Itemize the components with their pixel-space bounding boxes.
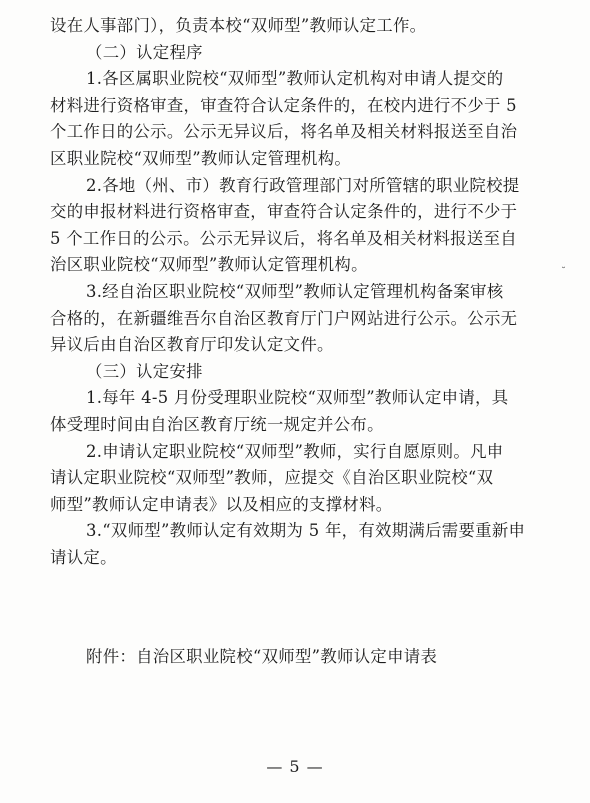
text-line: 交的申报材料进行资格审查，审查符合认定条件的，进行不少于 xyxy=(50,202,518,222)
section-heading: （二）认定程序 xyxy=(86,42,203,62)
page-number: — 5 — xyxy=(266,757,324,776)
text-line: 合格的，在新疆维吾尔自治区教育厅门户网站进行公示。公示无 xyxy=(50,308,518,328)
document-body xyxy=(50,13,540,571)
section-heading: （三）认定安排 xyxy=(86,361,203,381)
text-line: 3.经自治区职业院校“双师型”教师认定管理机构备案审核 xyxy=(86,281,504,301)
text-line: 3.“双师型”教师认定有效期为 5 年，有效期满后需要重新申 xyxy=(86,521,526,541)
text-line: 体受理时间由自治区教育厅统一规定并公布。 xyxy=(50,414,384,434)
text-line: 请认定职业院校“双师型”教师，应提交《自治区职业院校“双 xyxy=(50,468,494,488)
attachment-note: 附件：自治区职业院校“双师型”教师认定申请表 xyxy=(86,647,438,666)
scan-speck-mark: ˘ xyxy=(561,267,566,278)
text-line: 1.每年 4-5 月份受理职业院校“双师型”教师认定申请，具 xyxy=(86,388,509,408)
text-line: 个工作日的公示。公示无异议后，将名单及相关材料报送至自治 xyxy=(50,122,518,142)
text-line: 1.各区属职业院校“双师型”教师认定机构对申请人提交的 xyxy=(86,69,504,89)
text-line: 2.申请认定职业院校“双师型”教师，实行自愿原则。凡申 xyxy=(86,441,504,461)
text-line: 治区职业院校“双师型”教师认定管理机构。 xyxy=(50,255,368,275)
text-line: 设在人事部门），负责本校“双师型”教师认定工作。 xyxy=(50,16,427,35)
text-line: 区职业院校“双师型”教师认定管理机构。 xyxy=(50,148,352,168)
text-line: 异议后由自治区教育厅印发认定文件。 xyxy=(50,335,334,355)
text-line: 请认定。 xyxy=(50,547,117,567)
text-line: 师型”教师认定申请表》以及相应的支撑材料。 xyxy=(50,494,393,514)
text-line: 2.各地（州、市）教育行政管理部门对所管辖的职业院校提 xyxy=(86,175,520,195)
text-line: 5 个工作日的公示。公示无异议后，将名单及相关材料报送至自 xyxy=(50,228,517,248)
text-line: 材料进行资格审查，审查符合认定条件的，在校内进行不少于 5 xyxy=(50,95,517,115)
